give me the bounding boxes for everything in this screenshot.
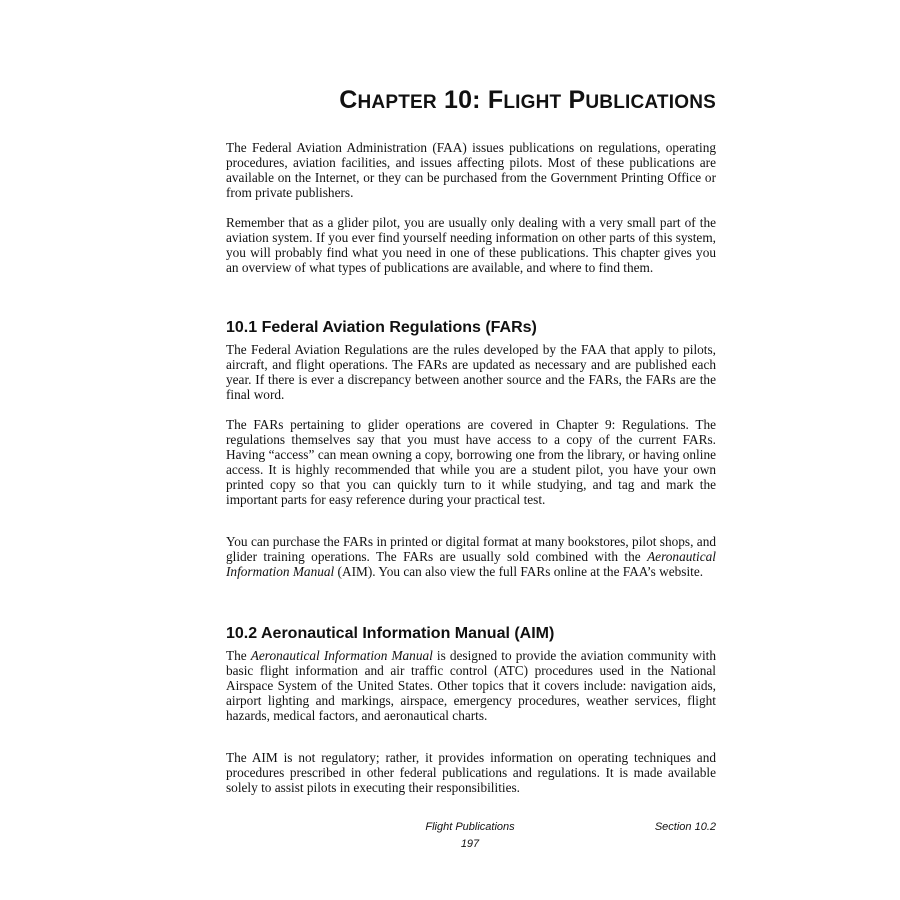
chapter-title-word2: PUBLICATIONS xyxy=(568,86,716,114)
aim-title-italic: Aeronautical Information Manual xyxy=(226,549,716,580)
footer-chapter-name: Flight Publications xyxy=(425,821,515,833)
section-10-2-p1-text-b: is designed to provide the aviation community with basic flight information and air traffic control (ATC) procedures used in the National Airspace System of the United States. Other topics that it covers include: navigation aids, airport lighting and markings, airspace, emergency procedures, weather services, flight hazards, medical factors, and aeronautical charts. xyxy=(226,648,716,724)
section-10-1-p3-text-a: You can purchase the FARs in printed or digital format at many bookstores, pilot shops, and glider training operations. The FARs are usually sold combined with the xyxy=(226,534,716,565)
chapter-title xyxy=(226,84,716,119)
section-10-2-paragraph-1 xyxy=(226,648,716,723)
section-heading-10-2: 10.2 Aeronautical Information Manual (AIM) xyxy=(226,625,555,642)
section-10-1-paragraph-3 xyxy=(226,534,716,579)
footer-section: Section 10.2 xyxy=(654,821,716,833)
section-10-2-p1-text-a: The xyxy=(226,648,251,663)
chapter-word-display: CHAPTER xyxy=(339,86,437,114)
intro-paragraph-2: Remember that as a glider pilot, you are usually only dealing with a very small part of the aviation system. If you ever find yourself needing information on other parts of this system, you will probably find what you need in one of these publications. This chapter gives you an overview of what types of publications are available, and where to find them. xyxy=(226,215,716,276)
chapter-title-word1: FLIGHT xyxy=(487,86,562,114)
intro-paragraph-1: The Federal Aviation Administration (FAA) issues publications on regulations, operating procedures, aviation facilities, and issues affecting pilots. Most of these publications are available on the Internet, or they can be purchased from the Government Printing Office or from private publishers. xyxy=(226,140,716,201)
section-10-1-p3-text-b: (AIM). You can also view the full FARs online at the FAA’s website. xyxy=(334,564,704,580)
aim-title-italic-2: Aeronautical Information Manual xyxy=(250,648,433,663)
section-heading-10-1: 10.1 Federal Aviation Regulations (FARs) xyxy=(226,319,537,336)
section-10-1-paragraph-1: The Federal Aviation Regulations are the rules developed by the FAA that apply to pilots, aircraft, and flight operations. The FARs are updated as necessary and are published each year. If there is ever a discrepancy between another source and the FARs, the FARs are the final word. xyxy=(226,342,716,403)
page-number: 197 xyxy=(460,838,480,850)
section-10-2-paragraph-2: The AIM is not regulatory; rather, it provides information on operating techniques and procedures prescribed in other federal publications and regulations. It is made available solely to assist pilots in executing their responsibilities. xyxy=(226,750,716,796)
chapter-number: 10: xyxy=(443,86,481,114)
section-10-1-paragraph-2: The FARs pertaining to glider operations are covered in Chapter 9: Regulations. The regulations themselves say that you must have access to a copy of the current FARs. Having “access” can mean owning a copy, borrowing one from the library, or having online access. It is highly recommended that while you are a student pilot, you have your own printed copy so that you can quickly turn to it while studying, and tag and mark the important parts for easy reference during your practical test. xyxy=(226,417,716,508)
